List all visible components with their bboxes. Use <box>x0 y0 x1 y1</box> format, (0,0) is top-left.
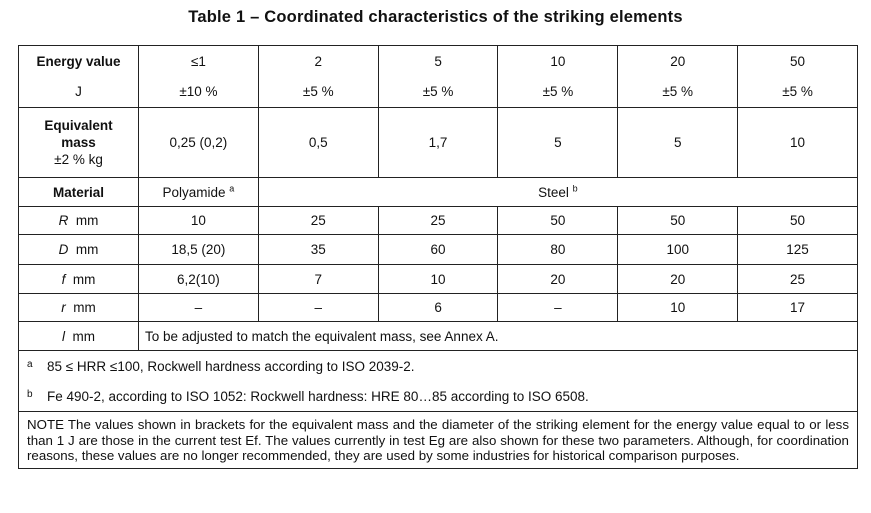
footnote-row <box>19 381 858 412</box>
characteristics-table <box>18 45 858 469</box>
mass-cell: 1,7 <box>378 108 498 178</box>
mass-label-line1: Equivalent <box>44 118 113 133</box>
energy-tolerance: ±5 % <box>662 83 694 99</box>
table-cell: – <box>498 294 618 322</box>
row-label <box>19 265 139 294</box>
energy-cell <box>618 46 738 108</box>
table-cell: 7 <box>258 265 378 294</box>
row-label <box>19 322 139 351</box>
table-cell: 18,5 (20) <box>139 235 259 265</box>
energy-tolerance: ±10 % <box>179 83 218 99</box>
l-row <box>19 322 858 351</box>
table-cell: – <box>139 294 259 322</box>
energy-value: 5 <box>434 53 442 69</box>
mass-label-line3: ±2 % kg <box>54 152 103 167</box>
table-cell: 80 <box>498 235 618 265</box>
footnote-a <box>19 351 858 382</box>
table-row <box>19 207 858 235</box>
energy-tolerance: ±5 % <box>782 83 813 99</box>
row-symbol: f <box>61 271 66 287</box>
footnote-text: 85 ≤ HRR ≤100, Rockwell hardness according to ISO 2039-2. <box>47 358 415 374</box>
energy-cell <box>498 46 618 108</box>
footnote-mark: a <box>27 358 33 370</box>
table-cell: 20 <box>618 265 738 294</box>
footnote-mark-a: a <box>229 183 235 193</box>
table-cell: 17 <box>738 294 858 322</box>
l-row-text: To be adjusted to match the equivalent mass, see Annex A. <box>139 322 858 351</box>
table-title: Table 1 – Coordinated characteristics of the striking elements <box>188 8 683 26</box>
steel-text: Steel <box>538 184 569 200</box>
footnote-b <box>19 381 858 412</box>
note-row <box>19 412 858 469</box>
material-row <box>19 178 858 207</box>
footnote-text: Fe 490-2, according to ISO 1052: Rockwell hardness: HRE 80…85 according to ISO 6508. <box>47 388 589 404</box>
table-cell: 6,2(10) <box>139 265 259 294</box>
table-cell: 50 <box>498 207 618 235</box>
row-unit: mm <box>73 300 96 315</box>
table-cell: 60 <box>378 235 498 265</box>
table-row <box>19 294 858 322</box>
row-symbol: l <box>61 328 65 344</box>
material-steel <box>258 178 857 207</box>
mass-cell: 0,5 <box>258 108 378 178</box>
energy-tolerance: ±5 % <box>542 83 574 99</box>
energy-tolerance: ±5 % <box>422 83 454 99</box>
table-cell: 25 <box>738 265 858 294</box>
mass-cell: 10 <box>738 108 858 178</box>
mass-cell: 0,25 (0,2) <box>139 108 259 178</box>
row-label <box>19 235 139 265</box>
mass-label-line2: mass <box>61 135 96 150</box>
energy-row <box>19 46 858 108</box>
footnote-row <box>19 351 858 382</box>
energy-cell <box>738 46 858 108</box>
table-cell: 10 <box>618 294 738 322</box>
row-unit: mm <box>75 213 99 228</box>
material-polyamide <box>139 178 259 207</box>
table-cell: – <box>258 294 378 322</box>
table-cell: 20 <box>498 265 618 294</box>
table-cell: 100 <box>618 235 738 265</box>
table-cell: 25 <box>378 207 498 235</box>
energy-header <box>19 46 139 108</box>
table-cell: 50 <box>738 207 858 235</box>
mass-cell: 5 <box>618 108 738 178</box>
energy-value: 50 <box>790 53 806 69</box>
footnote-mark-b: b <box>572 183 578 193</box>
table-cell: 10 <box>139 207 259 235</box>
mass-cell: 5 <box>498 108 618 178</box>
energy-value: 2 <box>314 53 322 69</box>
row-unit: mm <box>75 242 99 257</box>
energy-value: ≤1 <box>190 53 206 69</box>
table-cell: 125 <box>738 235 858 265</box>
row-symbol: R <box>58 213 69 228</box>
table-cell: 35 <box>258 235 378 265</box>
row-label <box>19 207 139 235</box>
row-label <box>19 294 139 322</box>
energy-value: 10 <box>550 53 566 69</box>
material-label: Material <box>19 178 139 207</box>
energy-cell <box>258 46 378 108</box>
table-row <box>19 235 858 265</box>
footnote-mark: b <box>27 388 33 400</box>
mass-header <box>19 108 139 178</box>
row-unit: mm <box>72 328 95 344</box>
row-symbol: D <box>58 242 69 257</box>
energy-cell <box>139 46 259 108</box>
mass-row <box>19 108 858 178</box>
energy-unit: J <box>75 83 82 99</box>
polyamide-text: Polyamide <box>162 184 226 200</box>
table-cell: 10 <box>378 265 498 294</box>
energy-value: 20 <box>670 53 686 69</box>
table-cell: 50 <box>618 207 738 235</box>
energy-cell <box>378 46 498 108</box>
energy-tolerance: ±5 % <box>302 83 334 99</box>
table-cell: 25 <box>258 207 378 235</box>
table-row <box>19 265 858 294</box>
row-symbol: r <box>61 300 66 315</box>
energy-label: Energy value <box>36 53 121 69</box>
row-unit: mm <box>72 271 96 287</box>
note-text: NOTE The values shown in brackets for the equivalent mass and the diameter of the striking element for the energy value equal to or less than 1 J are those in the current test Ef. The values currently in test Eg are also shown for these two parameters. Although, for coordination reasons, these values are no longer recommended, they are used by some industries for historical comparison purposes. <box>19 412 858 469</box>
table-cell: 6 <box>378 294 498 322</box>
